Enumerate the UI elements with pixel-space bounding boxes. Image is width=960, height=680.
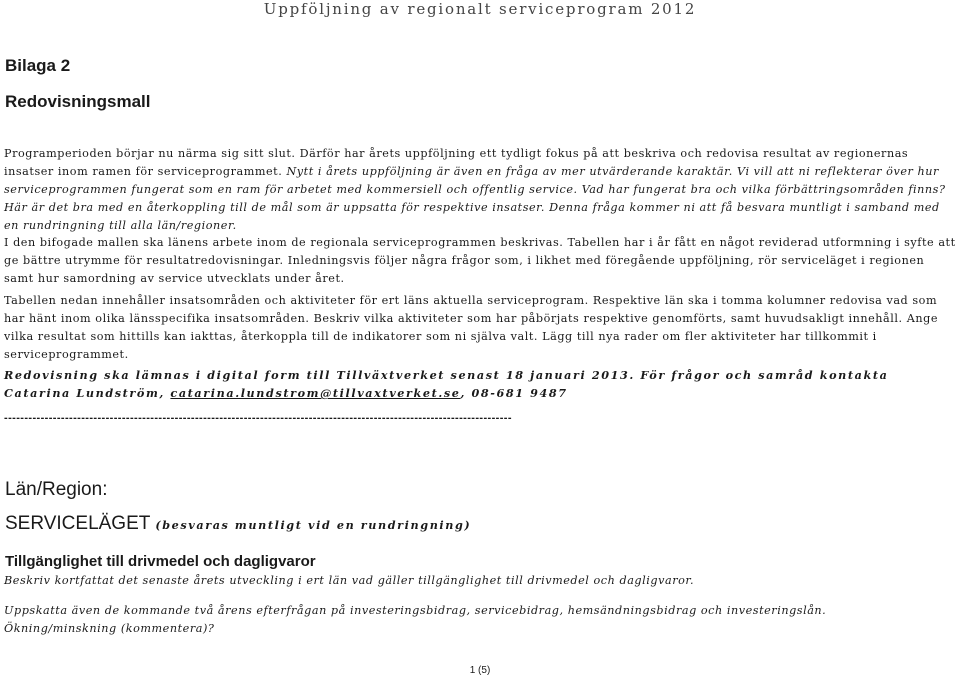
intro-paragraph — [4, 145, 958, 235]
contact-email-link[interactable]: catarina.lundstrom@tillvaxtverket.se — [170, 386, 461, 400]
deadline-text: Redovisning ska lämnas i digital form till Tillväxtverket senast 18 januari 2013. För frågor och samråd kontakta Catarina Lundström, — [4, 368, 889, 400]
template-paragraph: I den bifogade mallen ska länens arbete inom de regionala serviceprogrammen beskrivas. Tabellen har i år fått en något reviderad utformning i syfte att ge bättre utrymme för resultatredovisningar. Inledningsvis följer några frågor som, i likhet med föregående uppföljning, rör serviceläget i regionen samt hur samordning av service utvecklats under året. — [4, 236, 956, 285]
page-number: 1 (5) — [469, 665, 491, 676]
deadline-notice — [4, 366, 958, 402]
separator-line: ----------------------------------------------------------------------------------------------------------------------------- — [4, 412, 512, 424]
intro-sentence-2: Nytt i årets uppföljning är även en fråga av mer utvärderande karaktär. Vi vill att ni reflekterar över hur serviceprogrammen fungerat som en ram för arbetet med kommersiell och offentlig service. Vad har fungerat bra och vilka förbättringsområden finns? Här är det bra med en återkoppling till de mål som är uppsatta för respektive insatser. — [4, 165, 946, 214]
servicelaget-heading — [5, 513, 471, 535]
appendix-heading: Bilaga 2 — [5, 56, 71, 75]
template-heading: Redovisningsmall — [5, 92, 151, 111]
tillganglighet-heading: Tillgänglighet till drivmedel och dagligvaror — [5, 553, 316, 570]
tillganglighet-instruction: Beskriv kortfattat det senaste årets utveckling i ert län vad gäller tillgänglighet till drivmedel och dagligvaror. — [4, 574, 695, 587]
table-paragraph: Tabellen nedan innehåller insatsområden och aktiviteter för ert läns aktuella serviceprogram. Respektive län ska i tomma kolumner redovisa vad som har hänt inom olika länsspecifika insatsområden. Beskriv vilka aktiviteter som har påbörjats respektive genomförts, samt huvudsakligt innehåll. Ange vilka resultat som hittills kan iakttas, återkoppla till de indikatorer som ni själva valt. Lägg till nya rader om fler aktiviteter har tillkommit i serviceprogrammet. — [4, 294, 938, 361]
servicelaget-title: SERVICELÄGET — [5, 513, 151, 534]
uppskatta-line-1: Uppskatta även de kommande två årens efterfrågan på investeringsbidrag, servicebidrag, hemsändningsbidrag och investeringslån. — [4, 604, 827, 617]
contact-phone: , 08-681 9487 — [460, 386, 568, 400]
uppskatta-instruction — [4, 602, 958, 638]
servicelaget-note: (besvaras muntligt vid en rundringning) — [155, 518, 472, 532]
page-header: Uppföljning av regionalt serviceprogram 2012 — [263, 0, 697, 18]
uppskatta-line-2: Ökning/minskning (kommentera)? — [4, 622, 215, 635]
intro-sentence-1: Programperioden börjar nu närma sig sitt slut. Därför har årets uppföljning ett tydligt fokus på att beskriva och redovisa resultat av regionernas insatser inom ramen för serviceprogrammet. — [4, 147, 909, 178]
lan-region-label: Län/Region: — [5, 479, 108, 500]
intro-sentence-3: Denna fråga kommer ni att få besvara muntligt i samband med en rundringning till alla län/regioner. — [4, 201, 940, 232]
